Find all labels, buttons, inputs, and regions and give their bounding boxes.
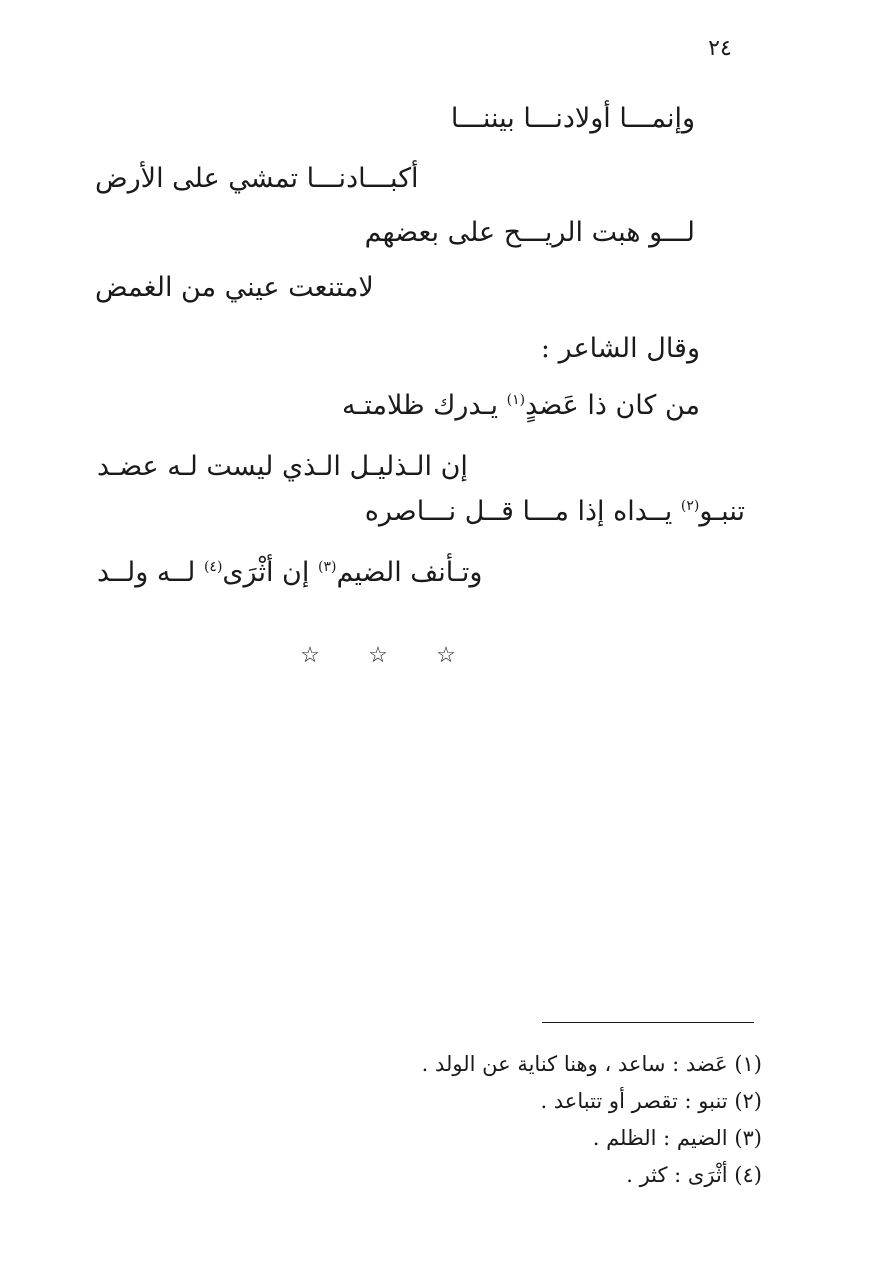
verse-line-7 xyxy=(365,496,745,528)
verse-line-8-part-b: إن أثْرَى xyxy=(222,557,318,588)
section-divider-stars xyxy=(298,643,458,668)
star-icon: ☆ xyxy=(300,643,320,668)
verse-line-4: لامتنعت عيني من الغمض xyxy=(95,272,374,303)
page-number: ٢٤ xyxy=(708,36,732,61)
verse-line-7-part-b: يــداه إذا مـــا قــل نـــاصره xyxy=(364,496,681,527)
footnote-1: (١) عَضد : ساعد ، وهنا كناية عن الولد . xyxy=(421,1052,762,1076)
verse-line-5-part-a: من كان ذا عَضدٍ xyxy=(525,390,700,421)
verse-line-6: إن الـذليـل الـذي ليست لـه عضـد xyxy=(97,451,468,482)
footnote-ref-1: (١) xyxy=(506,392,526,408)
verse-line-5 xyxy=(342,390,700,422)
footnote-ref-3: (٣) xyxy=(317,559,337,575)
verse-intro: وقال الشاعر : xyxy=(540,333,700,364)
footnote-ref-4: (٤) xyxy=(203,559,223,575)
footnote-2: (٢) تنبو : تقصر أو تتباعد . xyxy=(540,1089,762,1113)
verse-line-3: لـــو هبت الريـــح على بعضهم xyxy=(364,217,695,248)
verse-line-8-part-a: وتـأنف الضيم xyxy=(336,557,483,588)
verse-line-1: وإنمـــا أولادنـــا بيننـــا xyxy=(450,103,695,134)
footnote-3: (٣) الضيم : الظلم . xyxy=(592,1126,762,1150)
footnote-separator xyxy=(542,1022,754,1023)
verse-line-8-part-c: لــه ولــد xyxy=(97,557,204,588)
footnote-4: (٤) أثْرَى : كثر . xyxy=(626,1163,762,1187)
verse-line-2: أكبـــادنـــا تمشي على الأرض xyxy=(95,163,419,194)
star-icon: ☆ xyxy=(436,643,456,668)
verse-line-8 xyxy=(97,557,482,589)
footnotes xyxy=(422,1046,762,1194)
footnote-ref-2: (٢) xyxy=(680,498,700,514)
star-icon: ☆ xyxy=(368,643,388,668)
verse-line-7-part-a: تنبـو xyxy=(699,496,745,527)
verse-line-5-part-b: يـدرك ظلامتـه xyxy=(341,390,507,421)
